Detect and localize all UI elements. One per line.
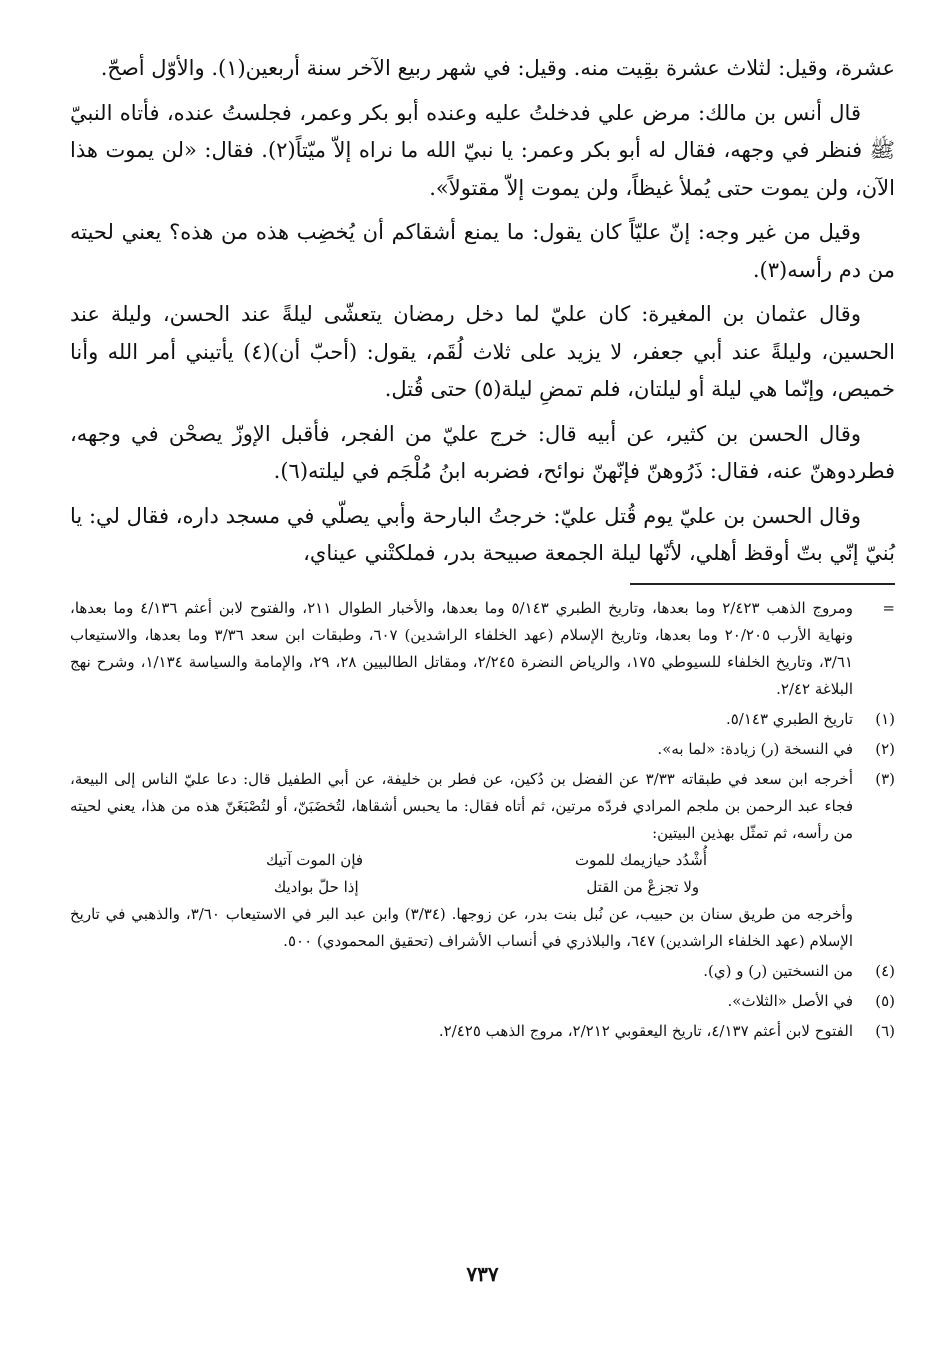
footnotes (70, 595, 895, 1045)
footnote-text: في النسخة (ر) زيادة: «لما به». (657, 739, 853, 758)
footnote-continuation-text: ومروج الذهب ٢/٤٢٣ وما بعدها، وتاريخ الطبري ٥/١٤٣ وما بعدها، والأخبار الطوال ٢١١، والفتوح لابن أعثم ٤/١٣٦ وما بعدها، ونهاية الأرب ٢٠/٢٠٥ وما بعدها، وتاريخ الإسلام (عهد الخلفاء الراشدين) ٦٠٧، وطبقات ابن سعد ٣/٣٦ وما بعدها، والاستيعاب ٣/٦١، وتاريخ الخلفاء للسيوطي ١٧٥، والرياض النضرة ٢/٢٤٥، ومقاتل الطالبيين ٢٨، ٢٩، والإمامة والسياسة ١/١٣٤، وشرح نهج البلاغة ٢/٤٢. (70, 598, 853, 698)
verse-hemistich: فإن الموت آتيك (265, 850, 364, 869)
verse-hemistich: ولا تجزعْ من القتل (586, 877, 700, 896)
footnote-number: (٢) (875, 739, 895, 758)
verse-hemistich: أُشْدُد حيازيمك للموت (575, 850, 708, 869)
footnote-body (70, 766, 853, 955)
footnote-text: الفتوح لابن أعثم ٤/١٣٧، تاريخ اليعقوبي ٢/٢١٢، مروج الذهب ٢/٤٢٥. (438, 1021, 853, 1040)
page-number: ٧٣٧ (466, 1262, 499, 1286)
main-paragraph-1: عشرة، وقيل: لثلاث عشرة بقِيت منه. وقيل: في شهر ربيع الآخر سنة أربعين(١). والأوّل أصحّ. (100, 56, 895, 80)
footnote-text: أخرجه ابن سعد في طبقاته ٣/٣٣ عن الفضل بن دُكين، عن فطر بن خليفة، عن أبي الطفيل قال: دعا عليّ الناس إلى البيعة، فجاء عبد الرحمن بن ملجم المرادي فردّه مرتين، ثم أتاه فقال: ما يحبس أشقاها، لتُخضَبَنّ، أو لتُصْبَغَنّ هذه من هذا، يعني لحيته من رأسه، ثم تمثّل بهذين البيتين: (70, 769, 853, 842)
footnote-5 (70, 988, 895, 1015)
verse-line-1 (70, 847, 853, 874)
main-paragraph-5: وقال الحسن بن كثير، عن أبيه قال: خرج عليّ من الفجر، فأقبل الإوزّ يصحْن في وجهه، فطردوهنّ عنه، فقال: ذَرُوهنّ فإنّهنّ نوائح، فضربه ابنُ مُلْجَم في ليلته(٦). (70, 421, 895, 483)
book-page (70, 50, 895, 1340)
main-paragraph-6: وقال الحسن بن عليّ يوم قُتل عليّ: خرجتُ البارحة وأبي يصلّي في مسجد داره، فقال لي: يا بُنيّ إنّي بتّ أوقظ أهلي، لأنّها ليلة الجمعة صبيحة بدر، فملكتْني عيناي، (70, 503, 895, 565)
footnote-number: (٤) (875, 961, 895, 980)
main-paragraph-2: قال أنس بن مالك: مرض علي فدخلتُ عليه وعنده أبو بكر وعمر، فجلستُ عنده، فأتاه النبيّ ﷺ فنظر في وجهه، فقال له أبو بكر وعمر: يا نبيّ الله ما نراه إلاّ ميّتاً(٢). فقال: «لن يموت هذا الآن، ولن يموت حتى يُملأ غيظاً، ولن يموت إلاّ مقتولاً». (70, 100, 896, 200)
verse-line-2 (70, 874, 853, 901)
footnote-continuation (70, 595, 895, 703)
main-text (70, 50, 895, 573)
footnote-text: في الأصل «الثلاث». (727, 991, 853, 1010)
verse-hemistich: إذا حلّ بواديك (273, 877, 359, 896)
footnote-continuation-mark: = (882, 598, 895, 617)
footnote-1 (70, 706, 895, 733)
footnote-4 (70, 958, 895, 985)
footnote-3 (70, 766, 895, 955)
footnote-6 (70, 1018, 895, 1045)
main-paragraph-4: وقال عثمان بن المغيرة: كان عليّ لما دخل رمضان يتعشّى ليلةً عند الحسن، وليلة عند الحسين، وليلةً عند أبي جعفر، لا يزيد على ثلاث لُقَم، يقول: (أحبّ أن)(٤) يأتيني أمر الله وأنا خميص، وإنّما هي ليلة أو ليلتان، فلم تمضِ ليلة(٥) حتى قُتل. (70, 302, 895, 401)
footnote-text: وأخرجه من طريق سنان بن حبيب، عن نُبل بنت بدر، عن زوجها. (٣/٣٤) وابن عبد البر في الاستيعاب ٣/٦٠، والذهبي في تاريخ الإسلام (عهد الخلفاء الراشدين) ٦٤٧، والبلاذري في أنساب الأشراف (تحقيق المحمودي) ٥٠٠. (70, 904, 853, 950)
main-paragraph-3: وقيل من غير وجه: إنّ عليّاً كان يقول: ما يمنع أشقاكم أن يُخضِب هذه من هذه؟ يعني لحيته من دم رأسه(٣). (70, 220, 895, 282)
footnote-number: (٣) (875, 769, 895, 788)
footnote-2 (70, 736, 895, 763)
footnote-text: تاريخ الطبري ٥/١٤٣. (725, 709, 853, 728)
footnote-number: (١) (875, 709, 895, 728)
footnote-number: (٥) (875, 991, 895, 1010)
footnote-text: من النسختين (ر) و (ي). (703, 961, 853, 980)
footnote-separator (630, 583, 895, 585)
footnote-number: (٦) (875, 1021, 895, 1040)
